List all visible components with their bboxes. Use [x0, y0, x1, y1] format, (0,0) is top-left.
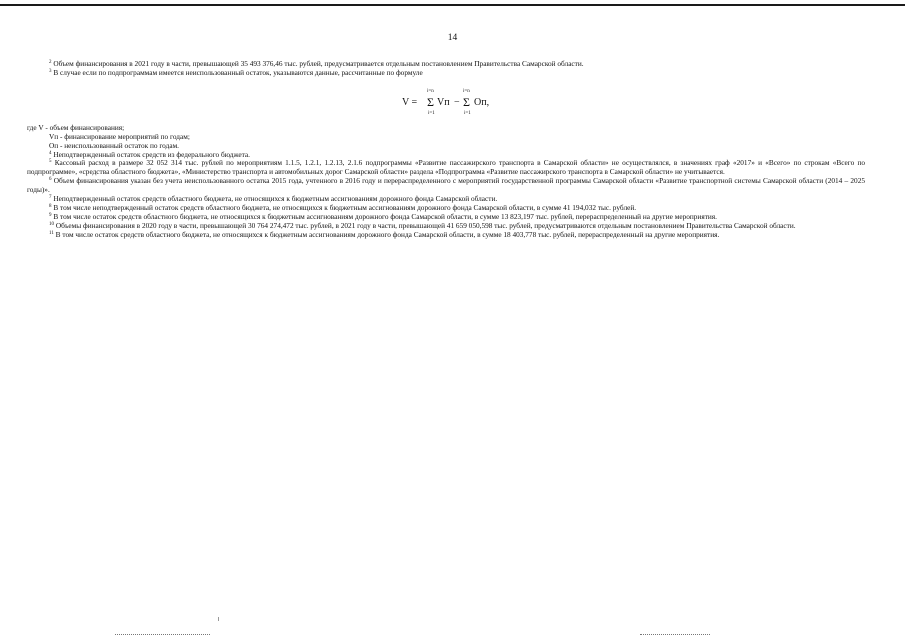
scan-mark — [218, 617, 219, 621]
footnote-mark: 8 — [49, 203, 52, 209]
bottom-dotted-line-right — [640, 634, 710, 635]
formula-term-2: Оп, — [474, 97, 490, 108]
formula-minus: − — [454, 97, 460, 108]
bottom-dotted-line-left — [115, 634, 210, 635]
formula-legend-on: Оп - неиспользованный остаток по годам. — [49, 140, 180, 150]
formula-sum-2: Σ — [463, 95, 470, 109]
financing-formula — [402, 88, 512, 122]
formula-upper-limit-2: i=n — [463, 89, 470, 94]
footnote-text: Неподтвержденный остаток средств из федерального бюджета. — [53, 149, 250, 159]
footnote-text: Объемы финансирования в 2020 году в части, превышающей 30 764 274,472 тыс. рублей, в 2021 году в части, превышающей 41 659 050,598 тыс. рублей, предусматриваются отдельным постановлением Правительства Самарской области. — [55, 220, 796, 230]
footnote-mark: 7 — [49, 195, 52, 201]
footnote-text: Неподтвержденный остаток средств областного бюджета, не относящихся к бюджетным ассигнованиям дорожного фонда Самарской области. — [53, 194, 498, 204]
formula-sum-1: Σ — [427, 95, 434, 109]
footnote-text: В том числе остаток средств областного бюджета, не относящихся к бюджетным ассигнованиям дорожного фонда Самарской области, в сумме 13 823,197 тыс. рублей, перераспределенный на другие мероприятия. — [53, 211, 717, 221]
footnote-text: В том числе неподтвержденный остаток средств областного бюджета, не относящихся к бюджетным ассигнованиям дорожного фонда Самарской области, в сумме 41 194,032 тыс. рублей. — [53, 202, 637, 212]
footnote-3 — [27, 69, 865, 78]
footnote-mark: 4 — [49, 150, 52, 156]
formula-lower-limit-1: i=1 — [428, 111, 435, 116]
formula-legend-v: где V - объем финансирования; — [27, 122, 125, 132]
footnote-mark: 6 — [49, 177, 52, 183]
footnote-5 — [27, 159, 865, 177]
footnote-text: Объем финансирования указан без учета неиспользованного остатка 2015 года, учтенного в 2016 году и перераспределенного с мероприятий государственной программы Самарской области «Развитие транспортной системы Самарской области (2014 – 2025 годы)». — [27, 176, 865, 195]
formula-lhs: V = — [402, 97, 418, 108]
footnote-mark: 10 — [49, 221, 54, 227]
formula-lower-limit-2: i=1 — [464, 111, 471, 116]
page-number: 14 — [447, 33, 458, 43]
footnote-6 — [27, 177, 865, 195]
footnote-mark: 3 — [49, 68, 52, 74]
footnote-text: Объем финансирования в 2021 году в части, превышающей 35 493 376,46 тыс. рублей, предусматривается отдельным постановлением Правительства Самарской области. — [53, 59, 584, 68]
top-border-rule — [0, 4, 905, 6]
footnote-mark: 11 — [49, 230, 54, 236]
footnote-11 — [27, 231, 865, 240]
formula-upper-limit-1: i=n — [427, 89, 434, 94]
footnote-text: В случае если по подпрограммам имеется неиспользованный остаток, указываются данные, рассчитанные по формуле — [53, 67, 423, 77]
footnotes — [27, 60, 865, 240]
footnote-text: В том числе остаток средств областного бюджета, не относящихся к бюджетным ассигнованиям дорожного фонда Самарской области, в сумме 18 403,778 тыс. рублей, перераспределенный на другие мероприятия. — [55, 229, 720, 239]
formula-legend-vn: Vп - финансирование мероприятий по годам; — [49, 131, 190, 141]
footnote-mark: 5 — [49, 159, 52, 165]
footnote-mark: 9 — [49, 212, 52, 218]
formula-term-1: Vп — [437, 97, 450, 108]
footnote-text: Кассовый расход в размере 32 052 314 тыс. рублей по мероприятиям 1.1.5, 1.2.1, 1.2.13, 2.1.6 подпрограммы «Развитие пассажирского транспорта в Самарской области» не осуществлялся, в значениях граф «2017» и «Всего» по строкам «Всего по подпрограмме», «средства областного бюджета», «Министерство транспорта и автомобильных дорог Самарской области» раздела «Подпрограмма «Развитие пассажирского транспорта в Самарской области» не учитывается. — [27, 158, 865, 177]
footnote-mark: 2 — [49, 60, 52, 65]
